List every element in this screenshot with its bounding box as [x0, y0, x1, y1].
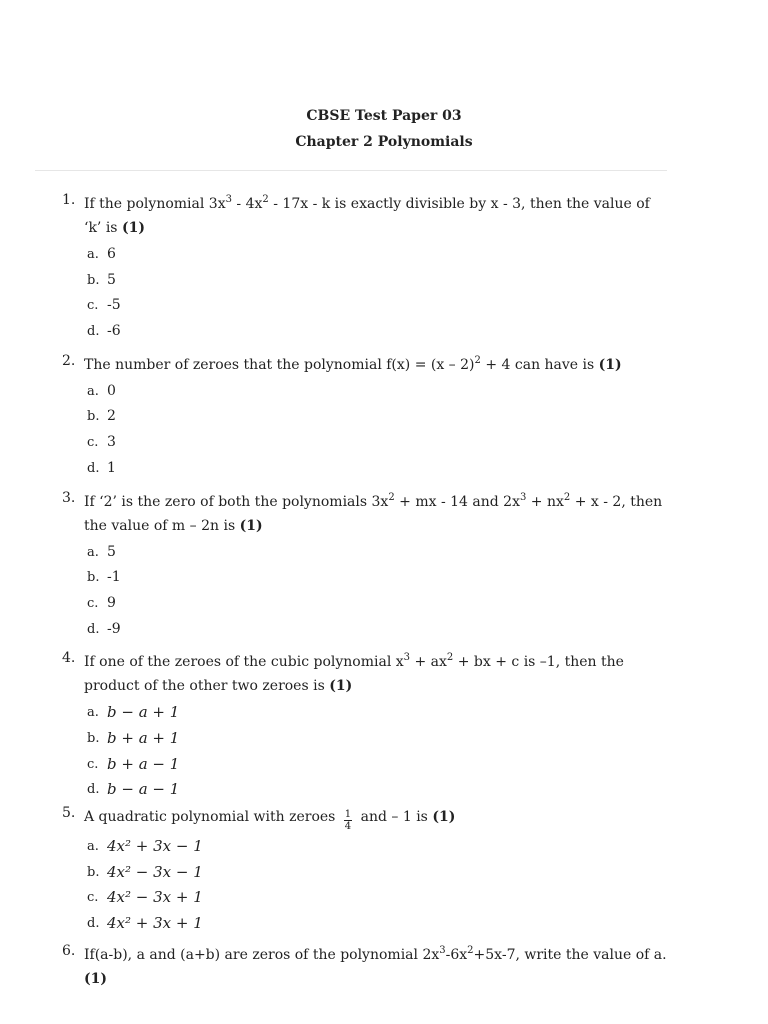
question-2	[0, 353, 768, 482]
option-a: a. 5	[87, 543, 116, 560]
question-text: If the polynomial $3x^3 - 4x^2 - 17x$ - k is exactly divisible by x - 3, then the value of ‘k’ is (1)	[84, 194, 650, 236]
marks-label: (1)	[432, 809, 456, 825]
question-number: 5.	[62, 805, 76, 821]
question-number: 1.	[62, 192, 76, 208]
option-a: a. 0	[87, 382, 116, 399]
math-expression: 4x² − 3x − 1	[107, 862, 203, 881]
option-b: b. 2	[87, 408, 116, 425]
question-6	[0, 943, 768, 991]
option-c: c. 4x² − 3x + 1	[87, 888, 203, 907]
option-b: b. 5	[87, 271, 116, 288]
question-number: 3.	[62, 489, 76, 506]
question-number: 2.	[62, 352, 76, 369]
fraction: $\frac{1}{4}$	[344, 809, 352, 832]
option-a: a. b − a + 1	[87, 703, 180, 722]
question-4	[0, 650, 768, 803]
options-list	[84, 242, 668, 345]
math-expression: 4x² + 3x − 1	[107, 837, 203, 855]
question-number: 4.	[62, 650, 76, 667]
question-list	[0, 192, 768, 991]
option-d: d. -6	[87, 323, 121, 340]
math-expression: b − a − 1	[107, 780, 180, 799]
marks-label: (1)	[329, 678, 353, 695]
question-text: If one of the zeroes of the cubic polynomial $x^3 + ax^2$ + bx + c is –1, then the product of the other two zeroes is (1)	[84, 652, 624, 695]
option-a: a. 6	[87, 246, 116, 262]
page-title: CBSE Test Paper 03	[306, 108, 462, 124]
option-d: d. -9	[87, 620, 121, 637]
question-text: The number of zeroes that the polynomial f(x) = (x – 2)$^2$ + 4 can have is (1)	[84, 354, 622, 373]
question-number: 6.	[62, 942, 76, 959]
marks-label: (1)	[239, 517, 263, 534]
option-c: c. -5	[87, 297, 121, 314]
option-d: d. b − a − 1	[87, 780, 180, 799]
options-list	[84, 834, 668, 937]
math-expression: 4x² − 3x + 1	[107, 888, 203, 907]
marks-label: (1)	[598, 356, 622, 373]
option-c: c. 3	[87, 434, 116, 451]
question-text: A quadratic polynomial with zeroes $\frac{1}{4}$ and – 1 is (1)	[84, 809, 456, 832]
question-3	[0, 490, 768, 643]
options-list	[84, 540, 668, 643]
math-expression: b + a + 1	[107, 728, 180, 747]
question-5	[0, 805, 768, 937]
option-b: b. 4x² − 3x − 1	[87, 862, 203, 881]
option-c: c. 9	[87, 594, 116, 611]
marks-label: (1)	[84, 970, 107, 987]
option-b: b. -1	[87, 569, 121, 586]
math-expression: b + a − 1	[107, 754, 180, 773]
question-text: If ‘2’ is the zero of both the polynomials $3x^2$ + mx - 14 and $2x^3 + nx^2 + x - 2$, then the value of m – 2n is (1)	[84, 491, 663, 534]
marks-label: (1)	[121, 220, 145, 236]
chapter-subtitle: Chapter 2 Polynomials	[295, 134, 473, 150]
question-text: If(a-b), a and (a+b) are zeros of the polynomial $2x^3-6x^2+5x-7$, write the value of a. (1)	[84, 944, 667, 987]
math-expression: 4x² + 3x + 1	[107, 914, 203, 933]
header-divider	[35, 170, 667, 171]
option-c: c. b + a − 1	[87, 754, 180, 773]
option-b: b. b + a + 1	[87, 728, 180, 747]
options-list	[84, 379, 668, 482]
option-d: d. 1	[87, 459, 116, 476]
math-expression: b − a + 1	[107, 703, 180, 722]
options-list	[84, 700, 668, 803]
option-d: d. 4x² + 3x + 1	[87, 914, 203, 933]
option-a: a. 4x² + 3x − 1	[87, 837, 203, 855]
question-1	[0, 192, 768, 345]
